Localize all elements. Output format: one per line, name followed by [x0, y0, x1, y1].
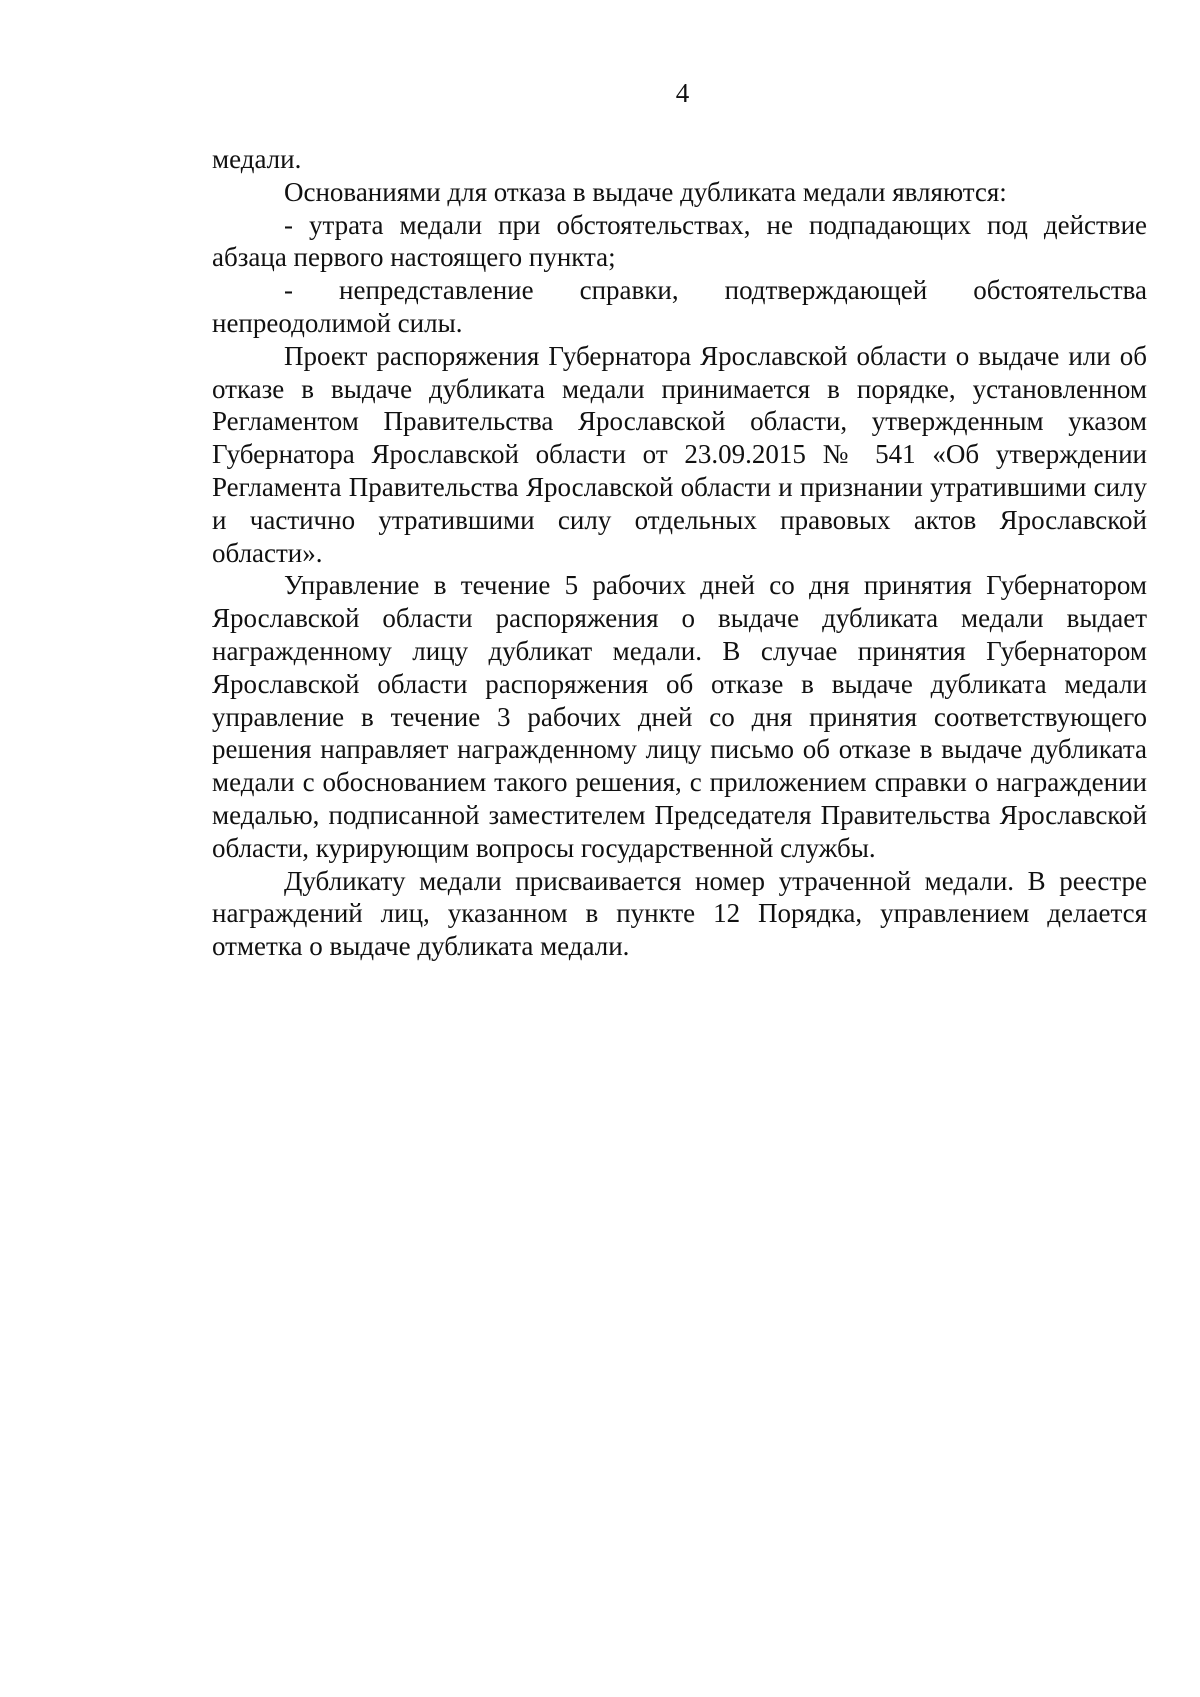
document-body [212, 143, 1147, 963]
list-item-loss-circumstances: - утрата медали при обстоятельствах, не подпадающих под действие абзаца первого настоящего пункта; [212, 209, 1147, 273]
list-item-no-certificate: - непредставление справки, подтверждающей обстоятельства непреодолимой силы. [212, 275, 1147, 338]
paragraph-draft-order: Проект распоряжения Губернатора Ярославской области о выдаче или об отказе в выдаче дубликата медали принимается в порядке, установленном Регламентом Правительства Ярославской области, утвержденным указом Губернатора Ярославской области от 23.09.2015 № 541 «Об утверждении Регламента Правительства Ярославской области и признании утратившими силу и частично утратившими силу отдельных правовых актов Ярославской области». [212, 340, 1147, 568]
paragraph-continuation: медали. [212, 144, 302, 174]
paragraph-duplicate-number: Дубликату медали присваивается номер утраченной медали. В реестре награждений лиц, указанном в пункте 12 Порядка, управлением делается отметка о выдаче дубликата медали. [212, 865, 1147, 962]
paragraph-issuance-procedure: Управление в течение 5 рабочих дней со дня принятия Губернатором Ярославской области распоряжения о выдаче дубликата медали выдает награжденному лицу дубликат медали. В случае принятия Губернатором Ярославской области распоряжения об отказе в выдаче дубликата медали управление в течение 3 рабочих дней со дня принятия соответствующего решения направляет награжденному лицу письмо об отказе в выдаче дубликата медали с обоснованием такого решения, с приложением справки о награждении медалью, подписанной заместителем Председателя Правительства Ярославской области, курирующим вопросы государственной службы. [212, 570, 1147, 863]
paragraph-refusal-grounds: Основаниями для отказа в выдаче дубликата медали являются: [284, 176, 1007, 207]
page-number: 4 [675, 78, 690, 108]
